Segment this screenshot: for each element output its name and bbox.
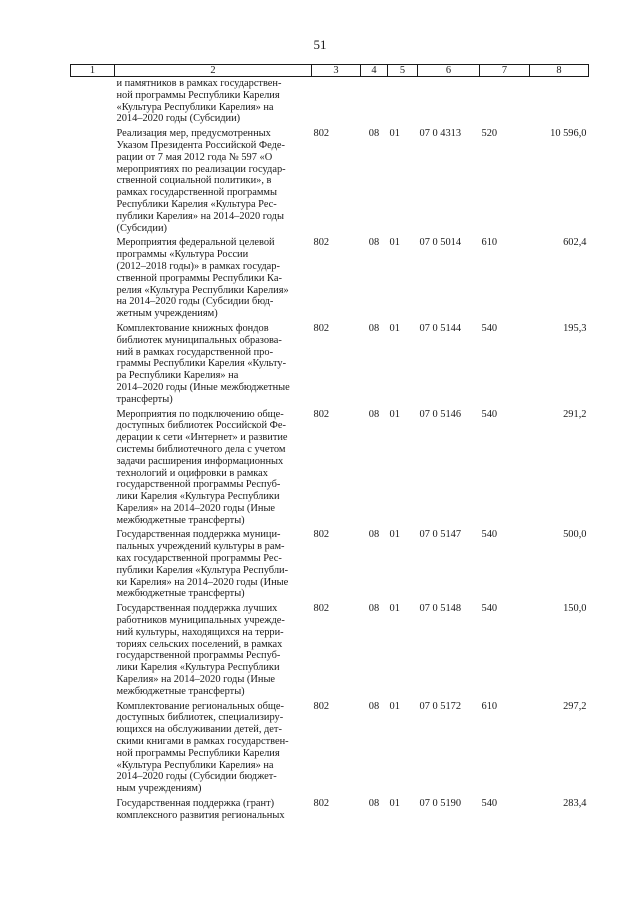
admin-code: 802	[313, 408, 330, 420]
table-row	[71, 528, 589, 602]
admin-code	[312, 77, 361, 128]
section-code: 08	[368, 603, 380, 615]
expense-type-code: 540	[481, 408, 498, 420]
expense-type-code	[480, 77, 530, 128]
target-article-code	[418, 77, 480, 128]
header-col-4: 4	[361, 65, 388, 77]
expense-name: Государственная поддержка муници- пальных учреждений культуры в рам- ках государственной программы Рес- публики Карелия «Культура Республи- ки Карелия» на 2014–2020 годы (Иные межбюджетные трансферты)	[116, 529, 289, 600]
row-index-cell	[71, 700, 115, 797]
row-index-cell	[71, 602, 115, 699]
target-article-code: 07 0 5147	[419, 529, 462, 541]
table-row	[71, 602, 589, 699]
admin-code: 802	[313, 603, 330, 615]
section-code: 08	[368, 798, 380, 810]
expense-name: Реализация мер, предусмотренных Указом Президента Российской Феде- рации от 7 мая 2012 года № 597 «О мероприятиях по реализации государ- ственной социальной политики», в рамках государственной программы Республики Карелия «Культура Рес- публики Карелия» на 2014–2020 годы (Субсидии)	[116, 128, 286, 234]
header-col-8: 8	[530, 65, 589, 77]
row-index-cell	[71, 408, 115, 529]
row-index-cell	[71, 797, 115, 824]
section-code: 08	[368, 128, 380, 140]
subsection-code	[388, 77, 418, 128]
admin-code: 802	[313, 237, 330, 249]
expense-type-code: 540	[481, 529, 498, 541]
header-col-7: 7	[480, 65, 530, 77]
subsection-code: 01	[389, 798, 400, 810]
amount	[530, 77, 589, 128]
admin-code: 802	[313, 322, 330, 334]
admin-code: 802	[313, 529, 330, 541]
amount: 150,0	[563, 603, 587, 615]
expense-name: Мероприятия федеральной целевой программы «Культура России (2012–2018 годы)» в рамках государ- ственной программы Республики Ка- релия «Культура Республики Карелия» на 2014–2020 годы (Субсидии бюд- жетным учреждениям)	[116, 237, 289, 320]
page-number: 51	[313, 37, 327, 52]
amount: 283,4	[563, 798, 587, 810]
amount: 602,4	[563, 237, 587, 249]
table-row	[71, 236, 589, 322]
amount: 10 596,0	[550, 128, 587, 140]
row-index-cell	[71, 77, 115, 128]
row-index-cell	[71, 236, 115, 322]
header-col-3: 3	[312, 65, 361, 77]
table-row	[71, 408, 589, 529]
header-col-2: 2	[115, 65, 312, 77]
subsection-code: 01	[389, 322, 400, 334]
table-row	[71, 797, 589, 824]
section-code: 08	[368, 529, 380, 541]
section-code: 08	[368, 408, 380, 420]
expense-name: Комплектование региональных обще- доступных библиотек, специализиру- ющихся на обслуживании детей, дет- скими книгами в рамках государствен- ной программы Республики Карелия «Культура Республики Карелия» на 2014–2020 годы (Субсидии бюджет- ным учреждениям)	[116, 700, 289, 795]
expense-type-code: 540	[481, 798, 498, 810]
header-col-6: 6	[418, 65, 480, 77]
expense-name: Государственная поддержка лучших работников муниципальных учрежде- ний культуры, находящихся на терри- ториях сельских поселений, в рамках государственной программы Респуб- лики Карелия «Культура Республики Карелия» на 2014–2020 годы (Иные межбюджетные трансферты)	[116, 603, 285, 697]
subsection-code: 01	[389, 529, 400, 541]
section-code: 08	[368, 700, 380, 712]
expense-type-code: 610	[481, 237, 498, 249]
subsection-code: 01	[389, 603, 400, 615]
amount: 297,2	[563, 700, 587, 712]
section-code	[361, 77, 388, 128]
amount: 291,2	[563, 408, 587, 420]
amount: 500,0	[563, 529, 587, 541]
expense-type-code: 540	[481, 603, 498, 615]
subsection-code: 01	[389, 237, 400, 249]
target-article-code: 07 0 5146	[419, 408, 462, 420]
table-row	[71, 322, 589, 408]
table-row	[71, 700, 589, 797]
table-row	[71, 77, 589, 128]
subsection-code: 01	[389, 408, 400, 420]
target-article-code: 07 0 5190	[419, 798, 462, 810]
expense-type-code: 610	[481, 700, 498, 712]
row-index-cell	[71, 528, 115, 602]
expense-name: Государственная поддержка (грант) комплексного развития региональных	[116, 798, 285, 821]
expense-name: Мероприятия по подключению обще- доступных библиотек Российской Фе- дерации к сети «Интернет» и развитие системы библиотечного дела с учетом задачи расширения информационных технологий и оцифровки в рамках государственной программы Респуб- лики Карелия «Культура Республики Карелия» на 2014–2020 годы (Иные межбюджетные трансферты)	[116, 408, 288, 526]
header-col-5: 5	[388, 65, 418, 77]
target-article-code: 07 0 5172	[419, 700, 462, 712]
row-index-cell	[71, 322, 115, 408]
expense-type-code: 540	[481, 322, 498, 334]
section-code: 08	[368, 237, 380, 249]
expense-name: Комплектование книжных фондов библиотек муниципальных образова- ний в рамках государственной про- граммы Республики Карелия «Культу- ра Республики Карелия» на 2014–2020 годы (Иные межбюджетные трансферты)	[116, 322, 290, 405]
expense-name: и памятников в рамках государствен- ной программы Республики Карелия «Культура Республики Карелия» на 2014–2020 годы (Субсидии)	[116, 78, 282, 125]
subsection-code: 01	[389, 700, 400, 712]
target-article-code: 07 0 5148	[419, 603, 462, 615]
target-article-code: 07 0 5014	[419, 237, 462, 249]
header-col-1: 1	[71, 65, 115, 77]
target-article-code: 07 0 4313	[419, 128, 462, 140]
admin-code: 802	[313, 798, 330, 810]
amount: 195,3	[563, 322, 587, 334]
table-header-row	[71, 65, 589, 77]
admin-code: 802	[313, 128, 330, 140]
expense-type-code: 520	[481, 128, 498, 140]
section-code: 08	[368, 322, 380, 334]
admin-code: 802	[313, 700, 330, 712]
row-index-cell	[71, 127, 115, 236]
subsection-code: 01	[389, 128, 400, 140]
table-row	[71, 127, 589, 236]
target-article-code: 07 0 5144	[419, 322, 462, 334]
budget-table	[70, 64, 589, 824]
